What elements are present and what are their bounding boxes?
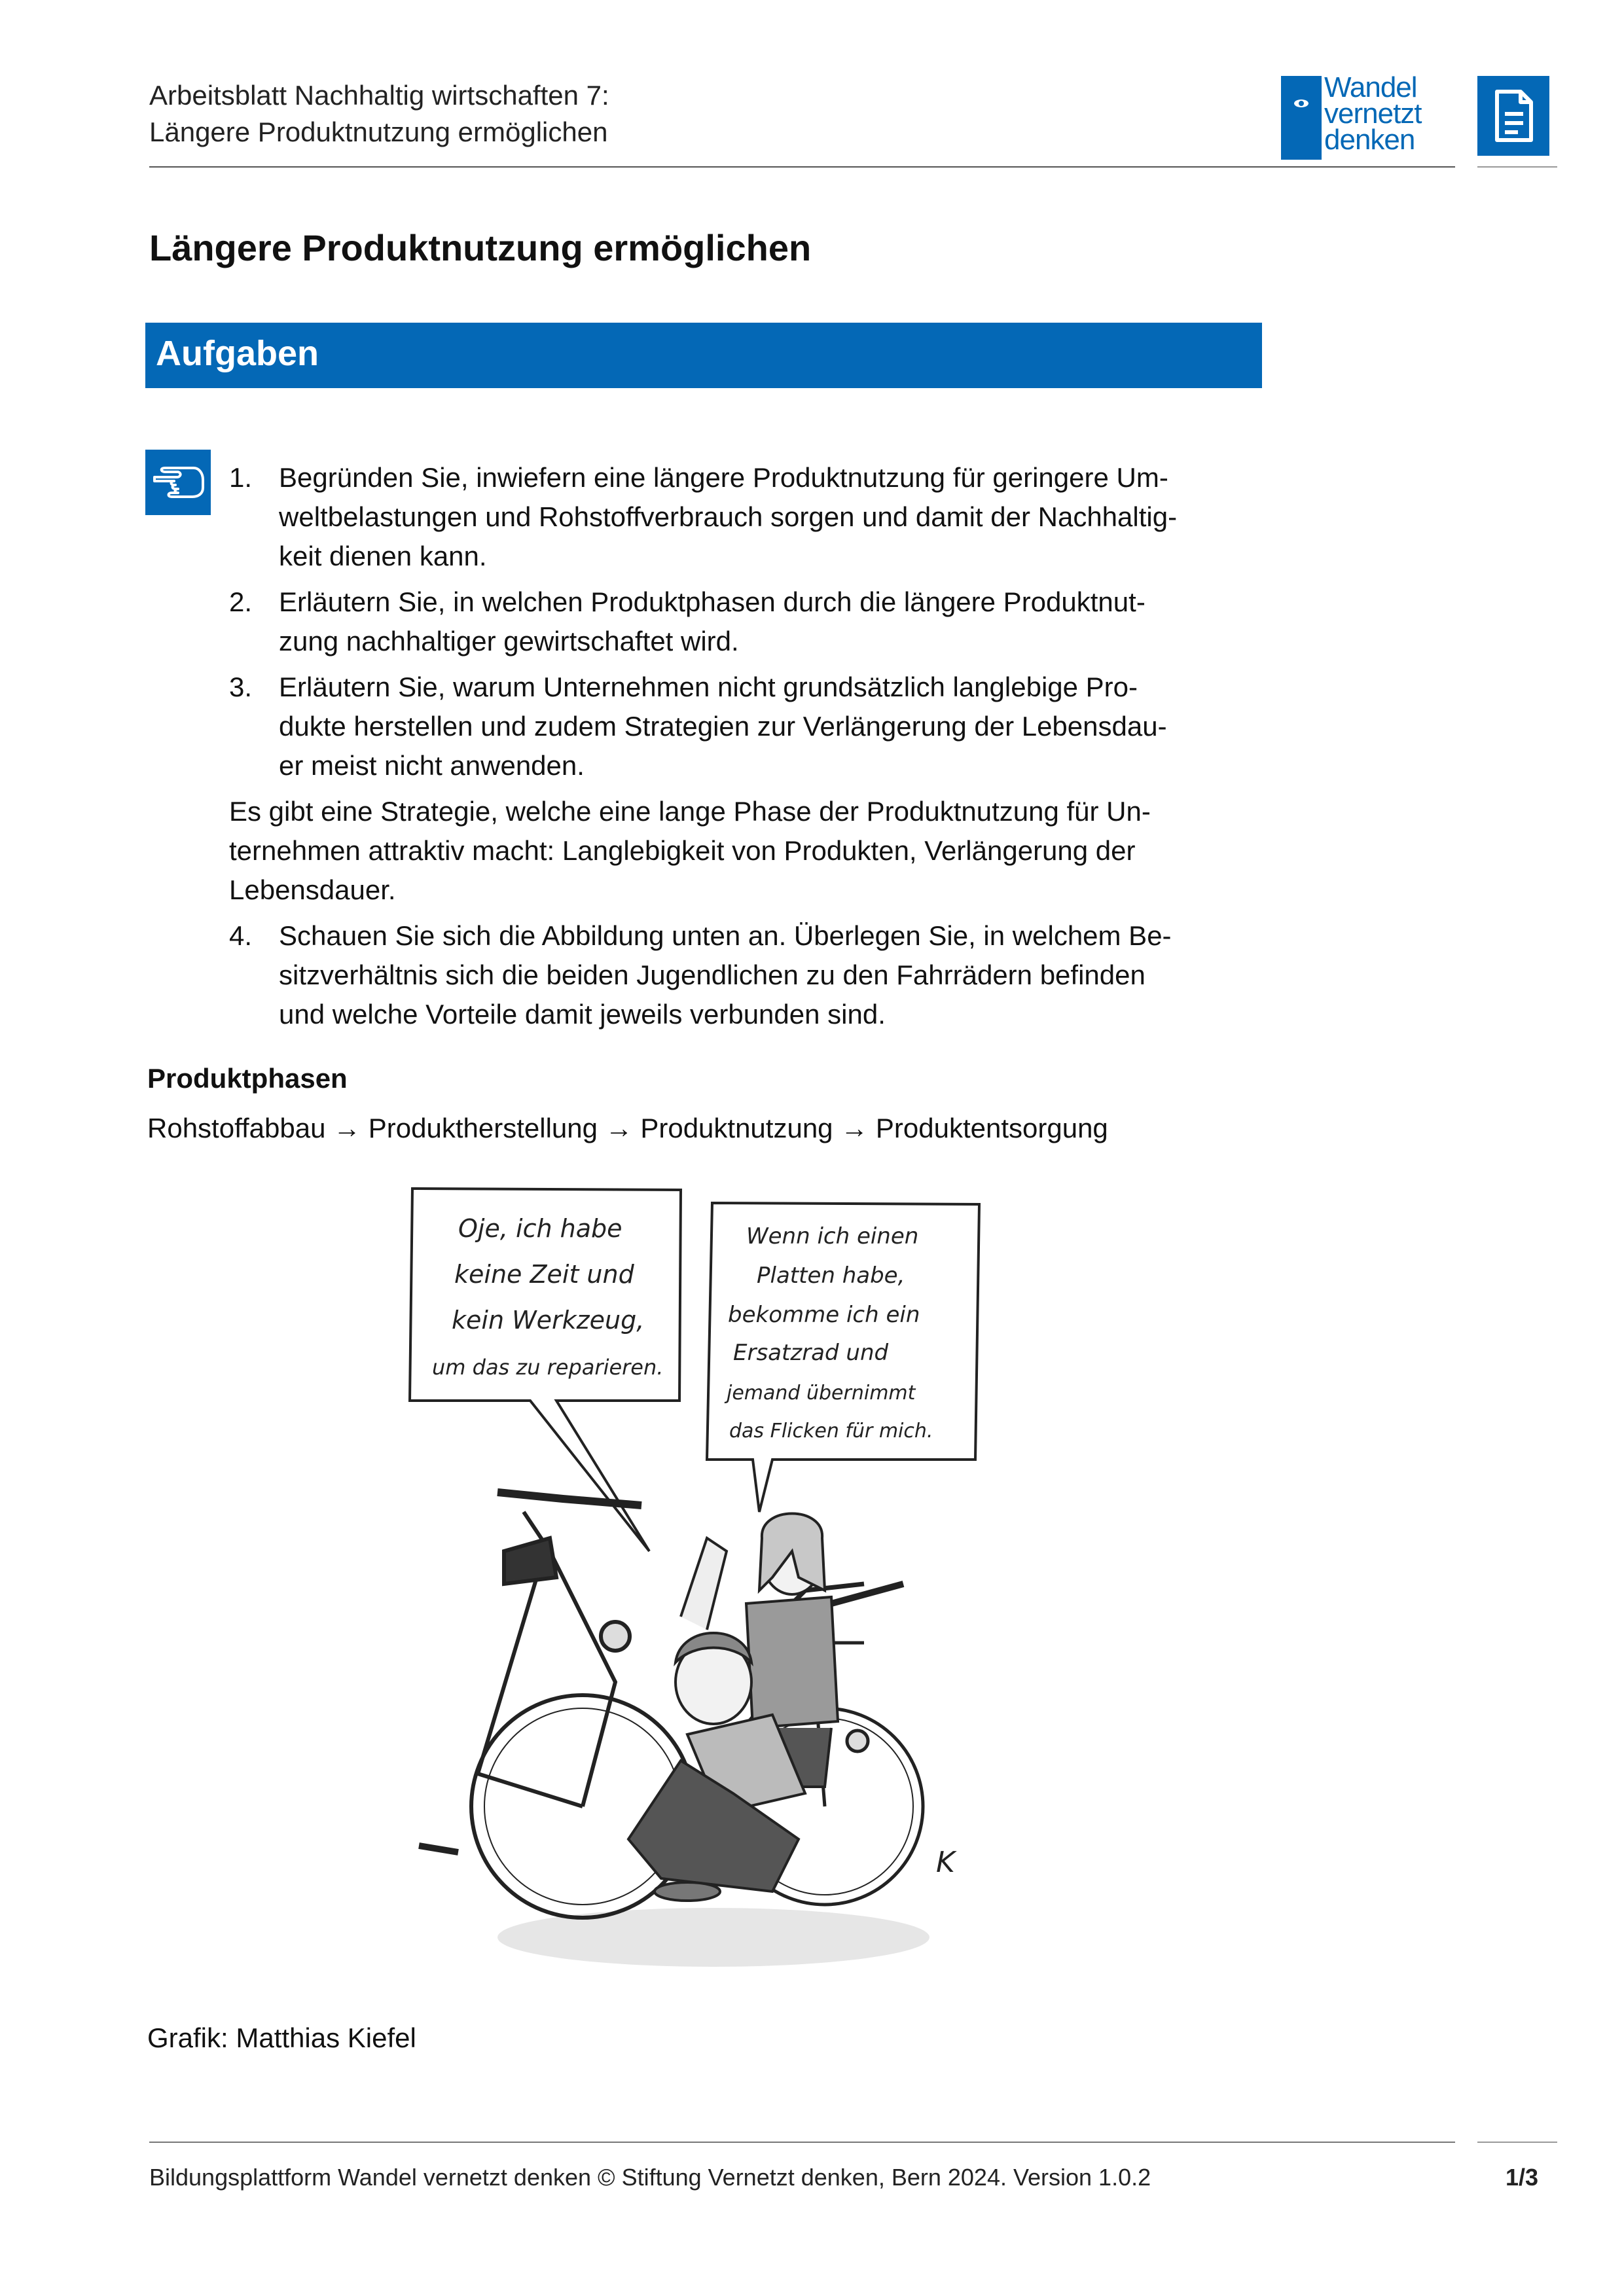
task-4 bbox=[279, 916, 1261, 1034]
task-line: keit dienen kann. bbox=[279, 541, 487, 571]
strategy-paragraph bbox=[229, 792, 1263, 910]
cartoon-illustration bbox=[406, 1185, 982, 1996]
bubble-right-line: Platten habe, bbox=[757, 1263, 905, 1289]
image-credit: Grafik: Matthias Kiefel bbox=[147, 2022, 416, 2053]
task-line: sitzverhältnis sich die beiden Jugendlichen zu den Fahrrädern befinden bbox=[279, 960, 1146, 990]
header-title bbox=[149, 77, 609, 151]
section-title: Aufgaben bbox=[156, 334, 319, 373]
task-number: 3. bbox=[229, 672, 253, 702]
document-icon bbox=[1477, 76, 1549, 156]
bubble-left-line: Oje, ich habe bbox=[458, 1214, 623, 1243]
logo-word-1: Wandel bbox=[1324, 71, 1417, 103]
task-line: Erläutern Sie, warum Unternehmen nicht grundsätzlich langlebige Pro- bbox=[279, 672, 1138, 702]
task-line: und welche Vorteile damit jeweils verbunden sind. bbox=[279, 999, 886, 1030]
bubble-right-line: bekomme ich ein bbox=[728, 1302, 920, 1328]
task-2 bbox=[279, 583, 1261, 661]
task-line: weltbelastungen und Rohstoffverbrauch sorgen und damit der Nachhaltig- bbox=[279, 501, 1178, 532]
bubble-left-line: um das zu reparieren. bbox=[432, 1355, 664, 1380]
task-line: er meist nicht anwenden. bbox=[279, 750, 585, 781]
logo-profile-shape bbox=[1281, 76, 1322, 160]
bubble-right-line: Ersatzrad und bbox=[733, 1340, 889, 1366]
header-divider-right bbox=[1477, 166, 1557, 168]
task-number: 4. bbox=[229, 920, 253, 951]
task-line: Erläutern Sie, in welchen Produktphasen durch die längere Produktnut- bbox=[279, 586, 1146, 617]
footer-divider bbox=[149, 2142, 1455, 2143]
bubble-left-line: keine Zeit und bbox=[454, 1260, 634, 1289]
task-number: 1. bbox=[229, 462, 253, 493]
phases-sequence: Rohstoffabbau → Produktherstellung → Produktnutzung → Produktentsorgung bbox=[147, 1113, 1108, 1143]
header-divider bbox=[149, 166, 1455, 168]
bubble-left-line: kein Werkzeug, bbox=[452, 1306, 645, 1335]
wandel-vernetzt-denken-logo bbox=[1281, 71, 1471, 160]
footer-text: Bildungsplattform Wandel vernetzt denken © Stiftung Vernetzt denken, Bern 2024. Version 1.0.2 bbox=[149, 2164, 1151, 2191]
task-1 bbox=[279, 458, 1261, 576]
page-number: 1/3 bbox=[1506, 2164, 1539, 2191]
bubble-right-line: das Flicken für mich. bbox=[729, 1420, 933, 1443]
paragraph-line: Es gibt eine Strategie, welche eine lange Phase der Produktnutzung für Un- bbox=[229, 796, 1151, 827]
task-line: Schauen Sie sich die Abbildung unten an. Überlegen Sie, in welchem Be- bbox=[279, 920, 1172, 951]
bubble-right-line: jemand übernimmt bbox=[727, 1382, 916, 1405]
logo-pupil bbox=[1299, 101, 1304, 106]
task-line: dukte herstellen und zudem Strategien zur Verlängerung der Lebensdau- bbox=[279, 711, 1167, 742]
logo-word-2: vernetzt bbox=[1324, 98, 1422, 130]
task-line: Begründen Sie, inwiefern eine längere Produktnutzung für geringere Um- bbox=[279, 462, 1168, 493]
task-line: zung nachhaltiger gewirtschaftet wird. bbox=[279, 626, 739, 656]
header-line-1: Arbeitsblatt Nachhaltig wirtschaften 7: bbox=[149, 80, 609, 111]
phases-heading: Produktphasen bbox=[147, 1063, 348, 1094]
pointing-hand-icon bbox=[145, 450, 211, 515]
logo-word-3: denken bbox=[1324, 124, 1415, 156]
artist-signature: K bbox=[936, 1846, 955, 1879]
bubble-right-line: Wenn ich einen bbox=[746, 1223, 919, 1249]
page-title: Längere Produktnutzung ermöglichen bbox=[149, 227, 812, 268]
task-number: 2. bbox=[229, 586, 253, 617]
header-line-2: Längere Produktnutzung ermöglichen bbox=[149, 117, 608, 147]
paragraph-line: Lebensdauer. bbox=[229, 874, 396, 905]
paragraph-line: ternehmen attraktiv macht: Langlebigkeit von Produkten, Verlängerung der bbox=[229, 835, 1136, 866]
section-header-bar bbox=[145, 323, 1262, 388]
task-3 bbox=[279, 668, 1261, 785]
footer-divider-right bbox=[1477, 2142, 1557, 2143]
